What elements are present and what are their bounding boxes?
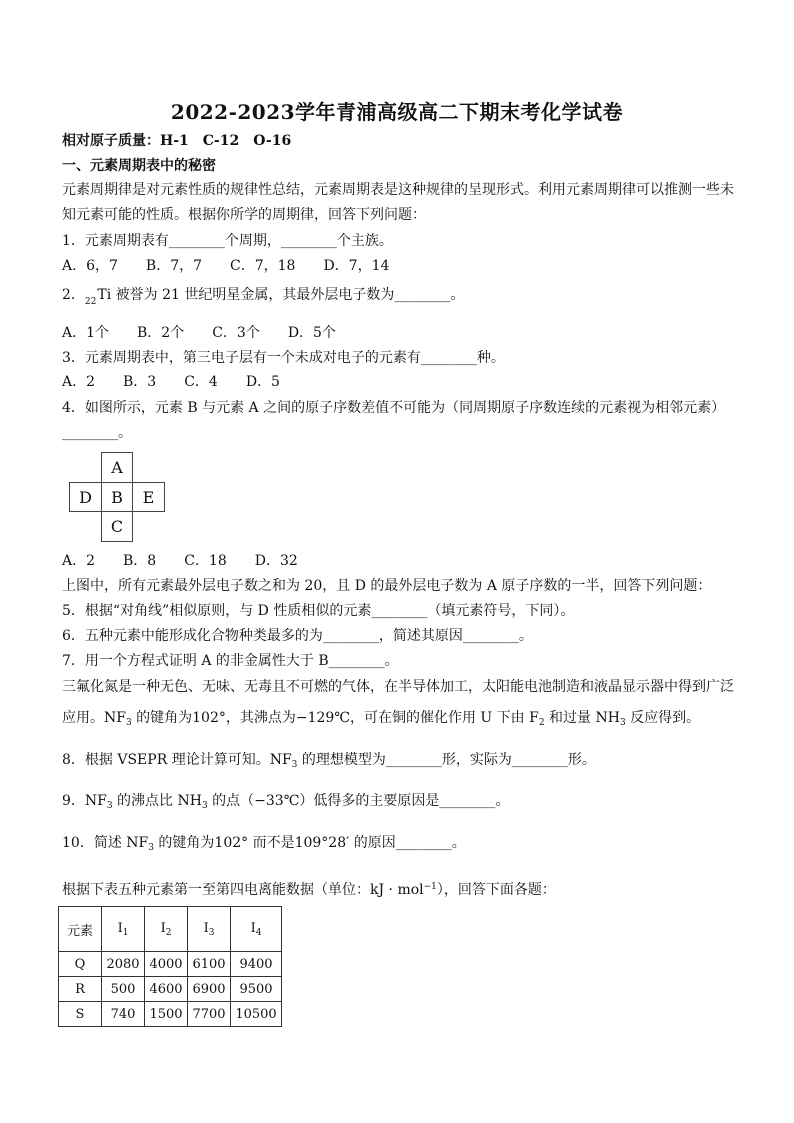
superscript: −1 <box>423 882 437 892</box>
question-8 <box>62 751 596 774</box>
question-2 <box>62 286 464 311</box>
text-span: 的点（−33℃）低得多的主要原因是________。 <box>207 793 510 809</box>
subscript: 3 <box>125 718 132 728</box>
subscript: 1 <box>122 927 129 938</box>
header-cell <box>102 907 145 952</box>
text-span: 9．NF <box>62 793 107 809</box>
table-cell: 9400 <box>231 952 282 977</box>
table-cell: 4600 <box>145 977 188 1002</box>
subscript: 4 <box>255 927 262 938</box>
question-9 <box>62 792 509 815</box>
table-cell: 6100 <box>188 952 231 977</box>
intro-text: 元素周期律是对元素性质的规律性总结，元素周期表是这种规律的呈现形式。利用元素周期律可以推测一些未 <box>62 182 734 198</box>
text-span: I <box>203 920 209 936</box>
table-header-row <box>59 907 282 952</box>
header-cell: 元素 <box>59 907 102 952</box>
subscript: 3 <box>291 760 298 770</box>
page-title: 2022-2023学年青浦高级高二下期末考化学试卷 <box>170 100 624 124</box>
table-intro <box>62 878 556 899</box>
subscript: 3 <box>148 843 154 853</box>
table-cell: R <box>59 977 102 1002</box>
table-cell: 1500 <box>145 1002 188 1027</box>
table-cell: 7700 <box>188 1002 231 1027</box>
text-span: 根据下表五种元素第一至第四电离能数据（单位：kJ · mol <box>62 882 424 898</box>
text-span: 的沸点比 NH <box>112 793 202 809</box>
section-heading: 一、元素周期表中的秘密 <box>62 158 216 174</box>
header-cell <box>188 907 231 952</box>
atomic-mass-line: 相对原子质量：H-1 C-12 O-16 <box>62 133 292 149</box>
question-number: 2． <box>62 287 85 303</box>
passage <box>62 709 700 732</box>
text-span: 反应得到。 <box>625 710 701 726</box>
question-1: 1．元素周期表有________个周期，________个主族。 <box>62 233 393 249</box>
text-span: I <box>160 920 166 936</box>
header-cell <box>231 907 282 952</box>
question-4-blank: ________。 <box>62 425 132 441</box>
subscript: 2 <box>538 718 545 728</box>
question-3: 3．元素周期表中，第三电子层有一个未成对电子的元素有________种。 <box>62 350 505 366</box>
atomic-number-subscript: 22 <box>84 297 97 307</box>
header-cell <box>145 907 188 952</box>
text-span: 10．简述 NF <box>62 835 149 851</box>
text-span: 和过量 NH <box>544 710 620 726</box>
table-cell: 500 <box>102 977 145 1002</box>
ionization-energy-table <box>58 906 282 1027</box>
table-cell: 6900 <box>188 977 231 1002</box>
table-row <box>59 977 282 1002</box>
text-span: I <box>117 920 123 936</box>
table-cell: 740 <box>102 1002 145 1027</box>
subscript: 3 <box>208 927 215 938</box>
table-cell: Q <box>59 952 102 977</box>
table-cell: 10500 <box>231 1002 282 1027</box>
question-4: 4．如图所示，元素 B 与元素 A 之间的原子序数差值不可能为（同周期原子序数连续的元素视为相邻元素） <box>62 400 726 416</box>
table-row <box>59 952 282 977</box>
table-cell: 4000 <box>145 952 188 977</box>
text-span: 应用。NF <box>62 710 126 726</box>
question-6: 6．五种元素中能形成化合物种类最多的为________，简述其原因________。 <box>62 628 533 644</box>
grid-cell-right: E <box>133 482 165 512</box>
grid-cell-bottom: C <box>101 512 133 542</box>
grid-cell-top: A <box>101 452 133 482</box>
question-10 <box>62 834 466 857</box>
table-row <box>59 1002 282 1027</box>
text-span: 的键角为102° 而不是109°28′ 的原因________。 <box>153 835 466 851</box>
grid-cell-left: D <box>69 482 101 512</box>
subscript: 2 <box>165 927 172 938</box>
text-span: ），回答下面各题： <box>436 882 556 898</box>
question-1-options: A．6，7 B．7，7 C．7，18 D．7，14 <box>62 258 390 274</box>
text-span: 的理想模型为________形，实际为________形。 <box>297 752 596 768</box>
table-cell: S <box>59 1002 102 1027</box>
grid-cell-center: B <box>101 482 133 512</box>
periodic-cross-diagram <box>68 452 168 542</box>
question-2-options: A．1个 B．2个 C．3个 D．5个 <box>62 325 336 341</box>
question-7: 7．用一个方程式证明 A 的非金属性大于 B________。 <box>62 653 399 669</box>
passage: 三氟化氮是一种无色、无味、无毒且不可燃的气体，在半导体加工，太阳能电池制造和液晶显示器中得到广泛 <box>62 679 734 695</box>
question-5: 5．根据“对角线”相似原则，与 D 性质相似的元素________（填元素符号，下同）。 <box>62 603 575 619</box>
subscript: 3 <box>619 718 626 728</box>
intro-text: 知元素可能的性质。根据你所学的周期律，回答下列问题： <box>62 207 426 223</box>
passage: 上图中，所有元素最外层电子数之和为 20，且 D 的最外层电子数为 A 原子序数的一半，回答下列问题： <box>62 578 712 594</box>
text-span: 8．根据 VSEPR 理论计算可知。NF <box>62 752 292 768</box>
question-text: Ti 被誉为 21 世纪明星金属，其最外层电子数为________。 <box>97 287 465 303</box>
text-span: I <box>250 920 256 936</box>
subscript: 3 <box>201 801 208 811</box>
question-3-options: A．2 B．3 C．4 D．5 <box>62 374 280 390</box>
subscript: 3 <box>106 801 113 811</box>
text-span: 的键角为102°，其沸点为−129℃，可在铜的催化作用 U 下由 F <box>131 710 539 726</box>
table-cell: 2080 <box>102 952 145 977</box>
table-cell: 9500 <box>231 977 282 1002</box>
question-4-options: A．2 B．8 C．18 D．32 <box>62 553 298 569</box>
